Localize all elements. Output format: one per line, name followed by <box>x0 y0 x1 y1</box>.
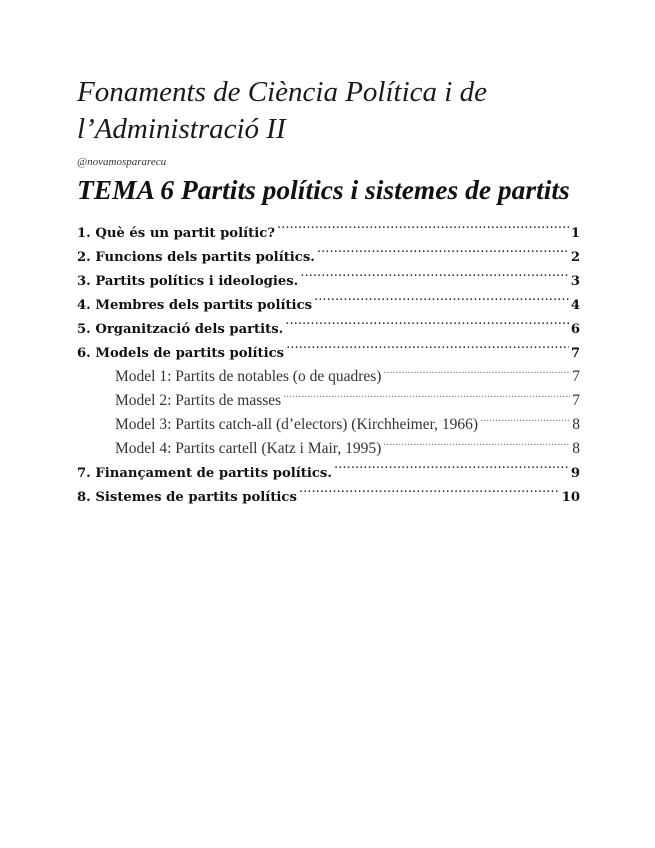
table-of-contents <box>77 213 580 505</box>
toc-entry-label: 7. Finançament de partits polítics. <box>77 466 332 481</box>
document-page <box>77 74 580 505</box>
toc-entry-page: 7 <box>570 346 580 361</box>
toc-entry-page: 4 <box>570 298 580 313</box>
toc-entry-label: Model 1: Partits de notables (o de quadres) <box>115 368 382 385</box>
tema-heading: TEMA 6 Partits polítics i sistemes de partits <box>77 174 570 205</box>
toc-dot-leader <box>334 453 569 477</box>
toc-entry-page: 7 <box>572 392 580 409</box>
document-title-line-1: Fonaments de Ciència Política i de <box>77 76 487 108</box>
toc-dot-leader <box>317 237 569 261</box>
toc-entry-page: 2 <box>570 250 580 265</box>
toc-dot-leader <box>300 261 569 285</box>
toc-dot-leader <box>480 405 570 429</box>
toc-entry-label: 1. Què és un partit polític? <box>77 226 275 241</box>
toc-entry-page: 10 <box>561 490 580 505</box>
toc-entry-label: 8. Sistemes de partits polítics <box>77 490 297 505</box>
toc-entry-label: Model 4: Partits cartell (Katz i Mair, 1995) <box>115 440 382 457</box>
toc-entry-page: 9 <box>570 466 580 481</box>
toc-dot-leader <box>277 213 569 237</box>
toc-dot-leader <box>286 333 569 357</box>
toc-entry-label: 5. Organització dels partits. <box>77 322 284 337</box>
toc-entry-label: Model 2: Partits de masses <box>115 392 282 409</box>
toc-entry-page: 8 <box>572 440 580 457</box>
toc-dot-leader <box>283 381 570 405</box>
document-title <box>77 74 580 148</box>
toc-dot-leader <box>314 285 569 309</box>
toc-dot-leader <box>285 309 569 333</box>
document-title-line-2: l’Administració II <box>77 113 286 145</box>
toc-entry-1[interactable] <box>77 213 580 241</box>
toc-entry-label: 4. Membres dels partits polítics <box>77 298 313 313</box>
toc-dot-leader <box>383 357 570 381</box>
toc-dot-leader <box>299 477 560 501</box>
toc-entry-page: 3 <box>570 274 580 289</box>
toc-entry-page: 1 <box>570 226 580 241</box>
toc-entry-label: Model 3: Partits catch-all (d’electors) (Kirchheimer, 1966) <box>115 416 479 433</box>
toc-entry-page: 8 <box>572 416 580 433</box>
toc-entry-page: 6 <box>570 322 580 337</box>
toc-entry-label: 3. Partits polítics i ideologies. <box>77 274 299 289</box>
toc-dot-leader <box>383 429 570 453</box>
toc-entry-label: 6. Models de partits polítics <box>77 346 285 361</box>
author-handle: @novamospararecu <box>77 156 167 168</box>
toc-entry-label: 2. Funcions dels partits polítics. <box>77 250 315 265</box>
toc-entry-page: 7 <box>572 368 580 385</box>
